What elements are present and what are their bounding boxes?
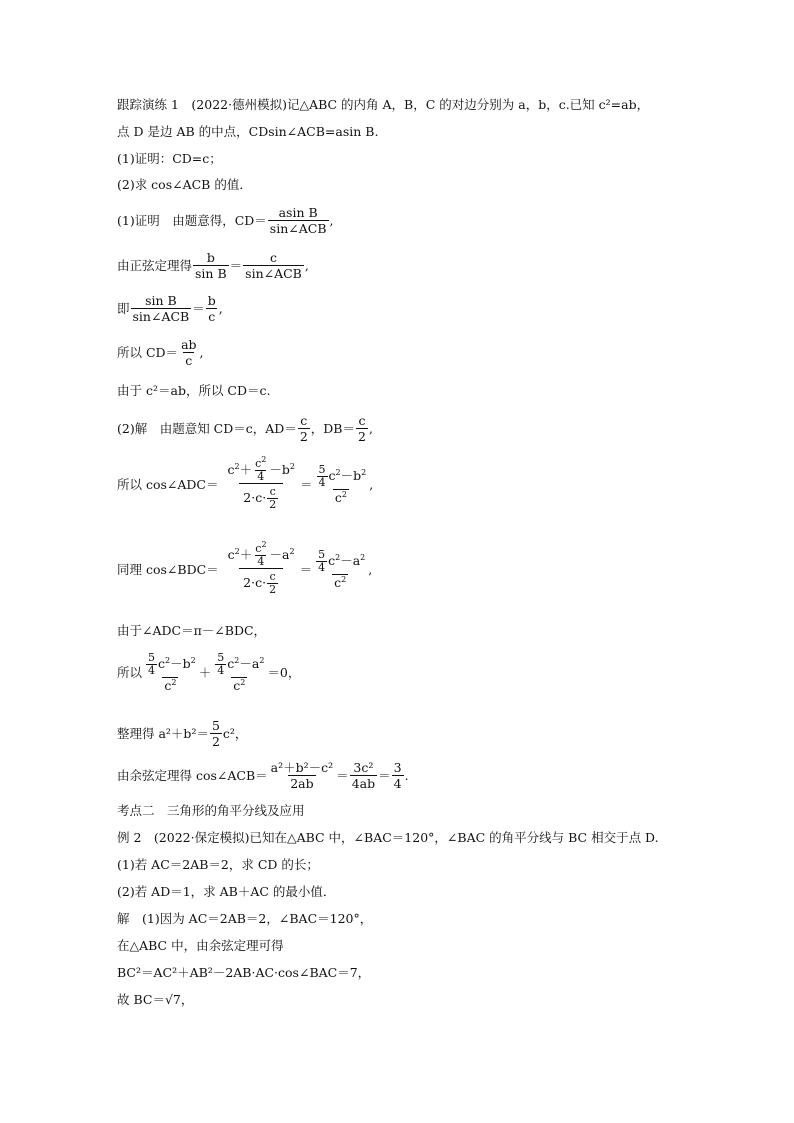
solution-step-5-label: 所以: [117, 664, 143, 680]
fraction: $\frac{5}{4}$ $c^2-b^2$ $c^2$: [148, 651, 196, 693]
example-solution-1: 解 (1)因为 AC＝2AB＝2，∠BAC＝120°，: [117, 911, 373, 926]
fraction: asin B sin∠ACB: [269, 205, 327, 236]
section-title: 考点二 三角形的角平分线及应用: [117, 803, 305, 818]
fraction: $\frac{c}{2}$: [358, 413, 366, 444]
solution-step-6: 整理得 a²＋b²＝ $\frac{5}{2}$ c²，: [117, 718, 248, 749]
fraction: c sin∠ACB: [245, 250, 302, 281]
fraction: $\frac{c}{2}$: [299, 413, 308, 444]
fraction: $\frac{ab}{c}$: [181, 337, 197, 368]
fraction: $\frac{\text{3c²}}{4ab}$: [351, 760, 376, 791]
proof-step-5: 由于 c²＝ab，所以 CD＝c.: [117, 383, 271, 398]
fraction: $\frac{5}{2}$: [211, 718, 220, 749]
solution-step-6-label: 整理得 a²＋b²＝: [117, 725, 209, 741]
example-solution-3: BC²＝AC²＋AB²－2AB·AC·cos∠BAC＝7，: [117, 965, 371, 980]
compound-fraction: $c^2+$ $\frac{c^2}{4}$ $-a^2$ 2·c· $\frac{c}{2}$: [227, 540, 295, 596]
proof-step-3: 即 sin B sin∠ACB ＝ $\frac{b}{c}$ ,: [117, 293, 223, 324]
practice-line-2: 点 D 是边 AB 的中点，CDsin∠ACB=asin B.: [117, 124, 379, 139]
solution-step-7: 由余弦定理得 cos∠ACB＝ $\frac{\text{a²＋b²－c²}}{2ab}$ ＝ $\frac{\text{3c²}}{4ab}$ ＝ $\frac{3}{4}$ .: [117, 760, 409, 791]
solution-step-7-label: 由余弦定理得 cos∠ACB＝: [117, 767, 268, 783]
fraction: $\frac{5}{4}$ $c^2-b^2$ $c^2$: [318, 463, 367, 505]
solution-step-5: 所以 $\frac{5}{4}$ $c^2-b^2$ $c^2$ ＋ $\frac{5}{4}$ $c^2-a^2$ $c^2$ ＝0，: [117, 651, 301, 693]
solution-step-3: 同理 cos∠BDC＝ $c^2+$ $\frac{c^2}{4}$ $-a^2$ 2·c· $\frac{c}{2}$ ＝ $\frac{5}{4}$ $c^2-a^2$ $c^2$ ,: [117, 540, 373, 596]
proof-step-2: 由正弦定理得 $\frac{b}{\text{sin B}}$ ＝ c sin∠ACB ,: [117, 250, 309, 281]
solution-step-2-label: 所以 cos∠ADC＝: [117, 476, 219, 492]
solution-step-3-label: 同理 cos∠BDC＝: [117, 561, 219, 577]
example-solution-4: 故 BC＝√7，: [117, 992, 194, 1007]
fraction: $\frac{5}{4}$ $c^2-a^2$ $c^2$: [318, 548, 366, 590]
practice-question-2: (2)求 cos∠ACB 的值．: [117, 177, 252, 192]
solution-step-1-label: (2)解 由题意知 CD＝c，AD＝: [117, 420, 297, 436]
practice-line-1: 跟踪演练 1 (2022·德州模拟)记△ABC 的内角 A，B，C 的对边分别为 a，b，c.已知 c²=ab，: [117, 97, 650, 112]
proof-step-1: (1)证明 由题意得，CD＝ asin B sin∠ACB ,: [117, 205, 334, 236]
fraction: $\frac{3}{4}$: [393, 760, 402, 791]
fraction: $\frac{b}{\text{sin B}}$: [195, 250, 227, 281]
practice-question-1: (1)证明：CD=c；: [117, 151, 222, 166]
compound-fraction: $c^2+$ $\frac{c^2}{4}$ $-b^2$ 2·c· $\frac{c}{2}$: [227, 455, 295, 511]
fraction: sin B sin∠ACB: [132, 293, 190, 324]
example-question-1: (1)若 AC＝2AB＝2，求 CD 的长；: [117, 857, 319, 872]
solution-step-2: 所以 cos∠ADC＝ $c^2+$ $\frac{c^2}{4}$ $-b^2$ 2·c· $\frac{c}{2}$ ＝ $\frac{5}{4}$ $c^2-b^2$ $c^2$ ,: [117, 455, 374, 511]
fraction: $\frac{b}{c}$: [207, 293, 216, 324]
fraction: $\frac{\text{a²＋b²－c²}}{2ab}$: [270, 760, 334, 791]
example-statement: 例 2 (2022·保定模拟)已知在△ABC 中，∠BAC＝120°，∠BAC 的角平分线与 BC 相交于点 D.: [117, 830, 659, 845]
proof-step-2-label: 由正弦定理得: [117, 257, 193, 273]
fraction: $\frac{5}{4}$ $c^2-a^2$ $c^2$: [217, 651, 265, 693]
proof-step-4-label: 所以 CD＝: [117, 344, 179, 360]
proof-step-1-label: (1)证明 由题意得，CD＝: [117, 212, 267, 228]
solution-step-1: (2)解 由题意知 CD＝c，AD＝ $\frac{c}{2}$ ，DB＝ $\frac{c}{2}$ ,: [117, 413, 373, 444]
proof-step-3-label: 即: [117, 300, 130, 316]
example-question-2: (2)若 AD＝1，求 AB＋AC 的最小值．: [117, 884, 336, 899]
solution-step-4: 由于∠ADC＝π－∠BDC，: [117, 623, 267, 638]
example-solution-2: 在△ABC 中，由余弦定理可得: [117, 938, 284, 953]
proof-step-4: 所以 CD＝ $\frac{ab}{c}$ ,: [117, 337, 204, 368]
